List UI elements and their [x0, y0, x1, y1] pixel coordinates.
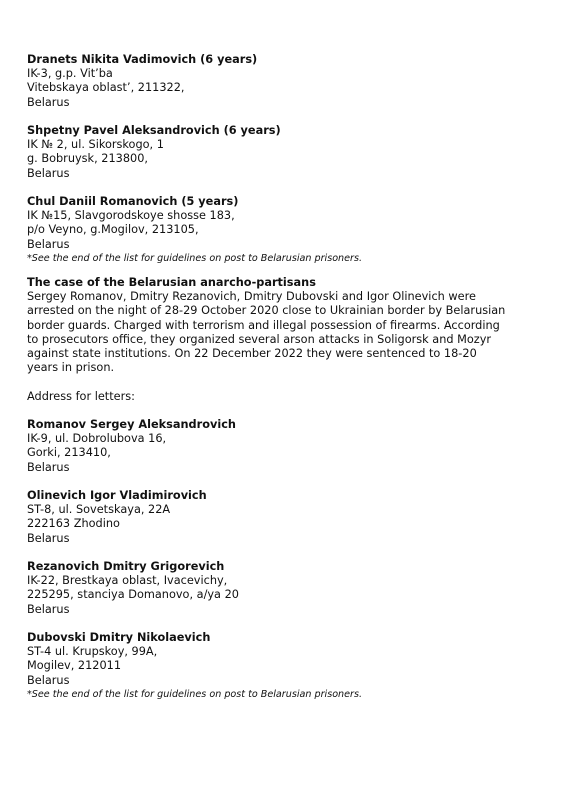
- address-line: IK №15, Slavgorodskoye shosse 183,: [27, 209, 235, 223]
- prisoner-name: Romanov Sergey Aleksandrovich: [27, 418, 236, 432]
- prisoner-name: Rezanovich Dmitry Grigorevich: [27, 560, 225, 574]
- prisoner-entry: [27, 560, 537, 617]
- guidelines-note: *See the end of the list for guidelines on post to Belarusian prisoners.: [27, 252, 363, 264]
- prisoner-name: Shpetny Pavel Aleksandrovich (6 years): [27, 124, 281, 137]
- prisoner-name: Olinevich Igor Vladimirovich: [27, 489, 207, 503]
- prisoner-name: Dranets Nikita Vadimovich (6 years): [27, 53, 258, 66]
- case-text-line: to prosecutors office, they organized several arson attacks in Soligorsk and Mozyr: [27, 332, 492, 346]
- address-line: IK-3, g.p. Vit’ba: [27, 67, 113, 81]
- address-line: Belarus: [27, 95, 70, 109]
- case-text-line: against state institutions. On 22 December 2022 they were sentenced to 18-20: [27, 347, 477, 361]
- case-heading: The case of the Belarusian anarcho-partisans: [27, 276, 316, 290]
- prisoner-name: Chul Daniil Romanovich (5 years): [27, 195, 239, 208]
- address-line: IK-22, Brestkaya oblast, Ivacevichy,: [27, 574, 228, 588]
- address-line: 225295, stanciya Domanovo, a/ya 20: [27, 588, 239, 602]
- address-line: ST-8, ul. Sovetskaya, 22A: [27, 503, 171, 517]
- address-line: Belarus: [27, 166, 70, 180]
- address-line: g. Bobruysk, 213800,: [27, 152, 149, 166]
- document-page: [27, 53, 537, 702]
- case-text-line: Sergey Romanov, Dmitry Rezanovich, Dmitry Dubovski and Igor Olinevich were: [27, 290, 476, 304]
- address-line: Vitebskaya oblast’, 211322,: [27, 81, 185, 95]
- prisoner-entry: [27, 124, 537, 181]
- address-line: Gorki, 213410,: [27, 446, 111, 460]
- address-line: Belarus: [27, 460, 70, 474]
- address-intro: Address for letters:: [27, 389, 135, 403]
- case-text-line: border guards. Charged with terrorism and illegal possession of firearms. According: [27, 318, 500, 332]
- address-line: Belarus: [27, 237, 70, 251]
- address-line: ST-4 ul. Krupskoy, 99A,: [27, 645, 158, 659]
- case-section: [27, 276, 537, 375]
- address-line: Belarus: [27, 531, 70, 545]
- address-line: Belarus: [27, 673, 70, 687]
- address-line: IK № 2, ul. Sikorskogo, 1: [27, 138, 164, 152]
- address-line: IK-9, ul. Dobrolubova 16,: [27, 432, 167, 446]
- guidelines-note: *See the end of the list for guidelines on post to Belarusian prisoners.: [27, 688, 363, 700]
- prisoner-entry: [27, 195, 537, 252]
- case-text-line: arrested on the night of 28-29 October 2020 close to Ukrainian border by Belarusian: [27, 304, 506, 318]
- prisoner-name: Dubovski Dmitry Nikolaevich: [27, 631, 211, 645]
- prisoner-entry: [27, 489, 537, 546]
- case-text-line: years in prison.: [27, 361, 115, 375]
- prisoner-entry: [27, 53, 537, 110]
- address-line: 222163 Zhodino: [27, 517, 120, 531]
- prisoner-entry: [27, 418, 537, 475]
- address-line: Belarus: [27, 602, 70, 616]
- prisoner-entry: [27, 631, 537, 688]
- address-line: p/o Veyno, g.Mogilov, 213105,: [27, 223, 199, 237]
- address-line: Mogilev, 212011: [27, 659, 122, 673]
